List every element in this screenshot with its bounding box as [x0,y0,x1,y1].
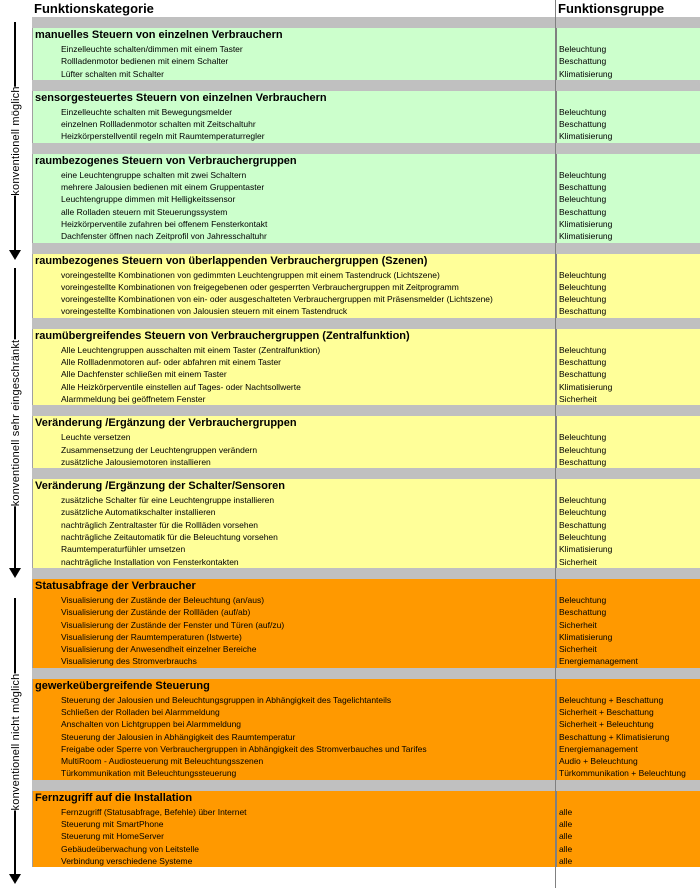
table-row [33,731,700,743]
function-cell: alle Rolladen steuern mit Steuerungssystem [61,206,228,217]
arrow-down-icon [9,568,21,578]
function-cell: Visualisierung der Anwesendheit einzelner Bereiche [61,644,257,655]
function-cell: Freigabe oder Sperre von Verbrauchergruppen in Abhängigkeit des Stromverbauches und Tarifes [61,743,427,754]
function-cell: Leuchtengruppe dimmen mit Helligkeitssensor [61,194,236,205]
table-row [33,643,700,655]
table-row [33,431,700,443]
table-row [33,169,700,181]
function-cell: mehrere Jalousien bedienen mit einem Gruppentaster [61,182,265,193]
section-block [32,791,700,867]
section-block [32,479,700,568]
section-title: sensorgesteuertes Steuern von einzelnen Verbrauchern [35,91,327,104]
group-cell: Beschattung [559,519,607,530]
section-separator [32,143,700,154]
section-title-row [33,579,700,594]
function-cell: Steuerung der Jalousien in Abhängigkeit des Raumtemperatur [61,731,296,742]
table-row [33,344,700,356]
section-block [32,91,700,143]
section-separator [32,568,700,579]
section-title: raumübergreifendes Steuern von Verbrauchergruppen (Zentralfunktion) [35,329,410,342]
table-row [33,718,700,730]
group-cell: Beschattung [559,119,607,130]
section-title: Statusabfrage der Verbraucher [35,579,196,592]
table-row [33,193,700,205]
group-cell: Beleuchtung [559,269,607,280]
function-cell: MultiRoom - Audiosteuerung mit Beleuchtungsszenen [61,756,264,767]
group-cell: Klimatisierung [559,544,613,555]
side-annotation-column [0,0,32,888]
table-row [33,181,700,193]
section-title-row [33,91,700,106]
group-cell: Sicherheit [559,619,597,630]
section-title-row [33,154,700,169]
table-row [33,281,700,293]
function-cell: Einzelleuchte schalten/dimmen mit einem Taster [61,44,243,54]
function-cell: Alle Dachfenster schließen mit einem Taster [61,369,227,380]
section-title: manuelles Steuern von einzelnen Verbrauchern [35,29,283,41]
section-block [32,579,700,668]
table-row [33,381,700,393]
table-row [33,494,700,506]
group-cell: Beleuchtung [559,106,607,117]
table-row [33,631,700,643]
function-cell: Rollladenmotor bedienen mit einem Schalter [61,56,229,67]
table-row [33,206,700,218]
table-row [33,218,700,230]
group-cell: Beleuchtung [559,432,607,443]
section-title: raumbezogenes Steuern von Verbrauchergruppen [35,154,297,167]
group-cell: Beleuchtung [559,532,607,543]
section-separator [32,318,700,329]
table-row [33,444,700,456]
function-cell: Alle Heizkörperventile einstellen auf Tages- oder Nachtsollwerte [61,381,301,392]
table-row [33,743,700,755]
table-row [33,543,700,555]
function-cell: Steuerung der Jalousien und Beleuchtungsgruppen in Abhängigkeit des Tagelichtanteils [61,694,392,705]
section-title-row [33,416,700,431]
group-cell: Klimatisierung [559,68,613,79]
function-cell: Visualisierung der Zustände der Fenster und Türen (auf/zu) [61,619,285,630]
arrow-conventional-restricted [0,268,32,578]
group-cell: Beschattung [559,357,607,368]
table-row [33,594,700,606]
section-title-row [33,791,700,806]
function-cell: voreingestellte Kombinationen von gedimmten Leuchtengruppen mit einem Tastendruck (Lichtszene) [61,269,440,280]
group-cell: Sicherheit [559,393,597,404]
table-row [33,293,700,305]
table-row [33,855,700,867]
group-cell: Beleuchtung + Beschattung [559,694,664,705]
group-cell: Beschattung + Klimatisierung [559,731,670,742]
function-cell: Dachfenster öffnen nach Zeitprofil von Jahresschaltuhr [61,231,267,242]
group-cell: Beleuchtung [559,44,607,54]
function-cell: Visualisierung des Stromverbrauchs [61,656,197,667]
table-row [33,755,700,767]
group-cell: Türkommunikation + Beleuchtung [559,768,686,779]
arrow-down-icon [9,874,21,884]
section-separator [32,80,700,91]
table-row [33,818,700,830]
function-cell: nachträgliche Zeitautomatik für die Beleuchtung vorsehen [61,532,278,543]
section-title-row [33,254,700,269]
group-cell: Beleuchtung [559,594,607,605]
table-row [33,130,700,142]
function-cell: Anschalten von Lichtgruppen bei Alarmmeldung [61,719,242,730]
group-cell: Beschattung [559,456,607,467]
group-cell: Klimatisierung [559,231,613,242]
section-block [32,254,700,318]
side-label-possible: konventionell möglich [10,86,22,196]
column-divider [555,0,556,888]
table-row [33,118,700,130]
function-cell: Gebäudeüberwachung von Leitstelle [61,843,199,854]
section-title: Veränderung /Ergänzung der Verbrauchergruppen [35,417,297,430]
section-title-row [33,28,700,43]
function-cell: Lüfter schalten mit Schalter [61,68,164,79]
function-cell: Einzelleuchte schalten mit Bewegungsmelder [61,106,233,117]
function-cell: voreingestellte Kombinationen von Jalousien steuern mit einem Tastendruck [61,306,348,317]
function-cell: Verbindung verschiedene Systeme [61,855,193,866]
function-cell: Heizkörperventile zufahren bei offenem Fensterkontakt [61,218,268,229]
group-cell: Beleuchtung [559,281,607,292]
table-row [33,269,700,281]
group-cell: Beschattung [559,182,607,193]
table-row [33,519,700,531]
group-cell: Sicherheit + Beschattung [559,706,654,717]
table-body [32,17,700,867]
section-block [32,416,700,468]
group-cell: Beleuchtung [559,169,607,180]
table-row [33,706,700,718]
group-cell: Klimatisierung [559,131,613,142]
group-cell: Beschattung [559,607,607,618]
function-table [32,0,700,867]
function-cell: Visualisierung der Raumtemperaturen (Istwerte) [61,631,242,642]
table-row [33,767,700,779]
group-cell: Beleuchtung [559,294,607,305]
function-cell: Steuerung mit SmartPhone [61,819,164,830]
arrow-down-icon [9,250,21,260]
table-row [33,393,700,405]
table-row [33,106,700,118]
arrow-conventional-possible [0,22,32,260]
table-row [33,655,700,667]
group-cell: alle [559,819,573,830]
group-cell: Beleuchtung [559,507,607,518]
section-separator [32,780,700,791]
header-group: Funktionsgruppe [558,1,665,16]
section-title-row [33,479,700,494]
table-row [33,830,700,842]
table-row [33,68,700,80]
arrow-conventional-impossible [0,598,32,886]
function-cell: zusätzliche Jalousiemotoren installieren [61,456,211,467]
section-title: Fernzugriff auf die Installation [35,791,193,804]
table-row [33,556,700,568]
section-title: raumbezogenes Steuern von überlappenden Verbrauchergruppen (Szenen) [35,254,428,267]
function-cell: Türkommunikation mit Beleuchtungssteuerung [61,768,237,779]
group-cell: alle [559,831,573,842]
group-cell: Klimatisierung [559,218,613,229]
function-cell: Steuerung mit HomeServer [61,831,164,842]
section-separator [32,668,700,679]
function-cell: Alle Leuchtengruppen ausschalten mit einem Taster (Zentralfunktion) [61,344,321,355]
group-cell: Beleuchtung [559,444,607,455]
function-cell: Visualisierung der Zustände der Rollläden (auf/ab) [61,607,251,618]
section-block [32,679,700,780]
table-row [33,368,700,380]
table-row [33,606,700,618]
header-category: Funktionskategorie [34,1,154,16]
section-block [32,28,700,80]
group-cell: Beschattung [559,369,607,380]
table-row [33,843,700,855]
group-cell: alle [559,806,573,817]
group-cell: Beschattung [559,206,607,217]
section-block [32,154,700,243]
group-cell: Beschattung [559,306,607,317]
section-block [32,329,700,405]
group-cell: Beleuchtung [559,344,607,355]
function-cell: Schließen der Rolladen bei Alarmmeldung [61,706,220,717]
section-title: gewerkeübergreifende Steuerung [35,679,210,692]
function-cell: nachträglich Zentraltaster für die Rollläden vorsehen [61,519,259,530]
function-cell: Leuchte versetzen [61,432,131,443]
function-cell: voreingestellte Kombinationen von ein- oder ausgeschalteten Verbrauchergruppen mit Präsensmelder (Lichtszene) [61,294,493,305]
function-cell: zusätzliche Automatikschalter installieren [61,507,216,518]
table-row [33,230,700,242]
function-cell: Raumtemperaturfühler umsetzen [61,544,186,555]
table-row [33,506,700,518]
group-cell: alle [559,843,573,854]
section-separator [32,243,700,254]
section-separator [32,17,700,28]
table-header [32,0,700,17]
table-row [33,806,700,818]
function-cell: Alle Rollladenmotoren auf- oder abfahren mit einem Taster [61,357,282,368]
section-title-row [33,329,700,344]
function-cell: eine Leuchtengruppe schalten mit zwei Schaltern [61,169,247,180]
section-separator [32,468,700,479]
function-cell: voreingestellte Kombinationen von freigegebenen oder gesperrten Verbrauchergruppen mit Zeitprogramm [61,281,459,292]
group-cell: alle [559,855,573,866]
group-cell: Energiemanagement [559,656,638,667]
section-title-row [33,679,700,694]
function-cell: Alarmmeldung bei geöffnetem Fenster [61,393,206,404]
group-cell: Sicherheit [559,644,597,655]
table-row [33,619,700,631]
group-cell: Beleuchtung [559,495,607,506]
function-cell: nachträgliche Installation von Fensterkontakten [61,556,239,567]
table-row [33,356,700,368]
function-cell: Visualisierung der Zustände der Beleuchtung (an/aus) [61,594,265,605]
group-cell: Klimatisierung [559,631,613,642]
section-separator [32,405,700,416]
table-row [33,305,700,317]
group-cell: Audio + Beleuchtung [559,756,638,767]
table-row [33,456,700,468]
side-label-restricted: konventionell sehr eingeschränkt [10,339,22,507]
table-row [33,694,700,706]
table-row [33,531,700,543]
side-label-impossible: konventionell nicht möglich [10,673,22,811]
group-cell: Sicherheit [559,556,597,567]
section-title: Veränderung /Ergänzung der Schalter/Sensoren [35,480,286,493]
table-row [33,55,700,67]
function-cell: Zusammensetzung der Leuchtengruppen verändern [61,444,258,455]
group-cell: Beschattung [559,56,607,67]
function-cell: Fernzugriff (Statusabfrage, Befehle) über Internet [61,806,247,817]
group-cell: Sicherheit + Beleuchtung [559,719,654,730]
function-cell: Heizkörperstellventil regeln mit Raumtemperaturregler [61,131,265,142]
group-cell: Energiemanagement [559,743,638,754]
function-cell: zusätzliche Schalter für eine Leuchtengruppe installieren [61,495,275,506]
group-cell: Klimatisierung [559,381,613,392]
group-cell: Beleuchtung [559,194,607,205]
function-cell: einzelnen Rollladenmotor schalten mit Zeitschaltuhr [61,119,256,130]
table-row [33,43,700,55]
